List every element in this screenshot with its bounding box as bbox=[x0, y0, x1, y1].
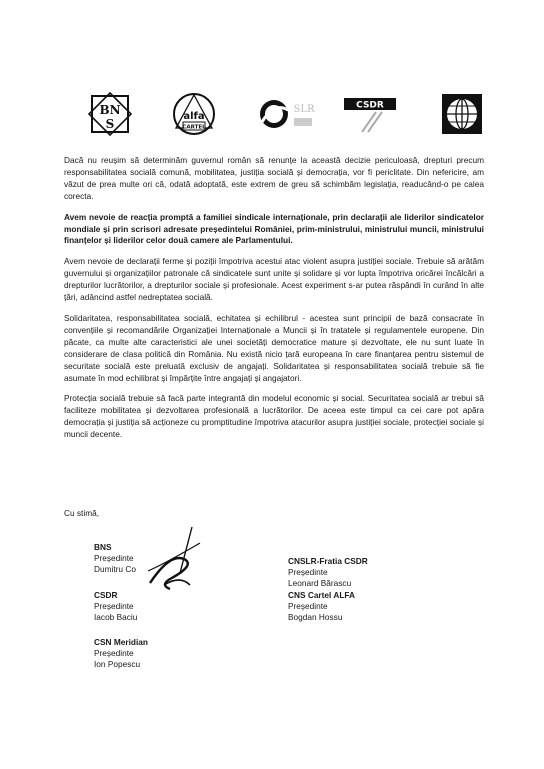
signatory-title: Președinte bbox=[288, 567, 328, 578]
cnslr-logo-text: SLR bbox=[293, 104, 315, 115]
cartel-logo-text: CARTEL bbox=[182, 124, 206, 131]
bns-logo-top-text: BN bbox=[99, 103, 121, 117]
paragraph-1: Dacă nu reușim să determinăm guvernul român să renunțe la această decizie periculoasă, drepturi precum responsabilitatea socială comună, mobilitatea, justiția socială și democrația, vor fi periclitate. Din nefericire, am văzut de prea multe ori că, odată adoptată, este extrem de greu să schimbăm legislația, readucând-o pe calea corecta. bbox=[64, 155, 484, 201]
signatory-title: Președinte bbox=[94, 601, 134, 612]
signatory-org: BNS bbox=[94, 542, 112, 552]
signatory-person: Bogdan Hossu bbox=[288, 612, 343, 623]
signatory-org: CNS Cartel ALFA bbox=[288, 590, 355, 600]
signatory-person: Iacob Baciu bbox=[94, 612, 138, 623]
signatory-person: Dumitru Co bbox=[94, 564, 136, 575]
signature-mark bbox=[140, 523, 210, 593]
signatory-person: Leonard Bărascu bbox=[288, 578, 352, 589]
signatory-org: CSN Meridian bbox=[94, 637, 148, 647]
signatory-cnslr bbox=[288, 556, 368, 590]
meridian-logo-icon bbox=[440, 92, 484, 136]
paragraph-4: Solidaritatea, responsabilitatea socială, echitatea și echilibrul - acestea sunt principii de bază consacrate în convențiile și recomandările Organizației Internaționale a Muncii și în tratatele și regulamentele europene. Din păcate, ca multe alte caracteristici ale unei societăți democratice mature și dezvoltate, ele nu sunt luate în considerare de clasa politică din România. Nu există nicio țară europeana în care finanțarea pentru sistemul de securitate socială este preluată exclusiv de angajați. Solidaritatea și responsabilitatea socială trebuie să fie asumate în mod echilibrat și împărțite între angajați și angajatori. bbox=[64, 312, 484, 383]
bns-logo-bottom-text: S bbox=[105, 117, 115, 131]
closing-salutation: Cu stimă, bbox=[64, 508, 100, 518]
csdr-logo-icon bbox=[342, 92, 398, 136]
csdr-logo-text: CSDR bbox=[356, 100, 384, 111]
alfa-logo-text: alfa bbox=[183, 111, 205, 122]
paragraph-5: Protecția socială trebuie să facă parte integrantă din modelul economic și social. Securitatea socială ar trebui să faciliteze mobilitatea și dezvoltarea profesională a lucrătorilor. De aceea este timpul ca cei care pot apăra democrația și justiția să acționeze cu promptitudine împotriva atacurilor asupra justiției sociale, protecției sociale și muncii decente. bbox=[64, 393, 484, 440]
signatory-cartel-alfa bbox=[288, 590, 355, 624]
signatory-meridian bbox=[94, 637, 148, 671]
bns-logo-icon bbox=[88, 92, 132, 136]
signatory-person: Ion Popescu bbox=[94, 659, 141, 670]
paragraph-3: Avem nevoie de declarații ferme și poziții împotriva acestui atac violent asupra justiției sociale. Trebuie să arătăm guvernului și organizațiilor patronale că sindicatele sunt unite și solidare și vor lupta împotriva oricărei încălcări a drepturilor lucrătorilor, a drepturilor sociale și profesionale. Acest experiment s-ar putea răspândi în curând în alte țări, adâncind astfel nedreptatea socială. bbox=[64, 256, 484, 303]
signatory-title: Președinte bbox=[288, 601, 328, 612]
logos-row bbox=[88, 92, 488, 136]
signatory-org: CSDR bbox=[94, 590, 118, 600]
signatory-org: CNSLR-Fratia CSDR bbox=[288, 556, 368, 566]
letter-body bbox=[64, 155, 484, 450]
paragraph-2: Avem nevoie de reacția promptă a familiei sindicale internaționale, prin declarații ale liderilor sindicatelor mondiale și prin scrisori adresate președintelui României, prim-ministrului, ministrului muncii, ministrului finanțelor și liderilor celor două camere ale Parlamentului. bbox=[64, 211, 484, 246]
signatory-bns bbox=[94, 542, 136, 576]
signatory-title: Președinte bbox=[94, 553, 134, 564]
alfa-cartel-logo-icon bbox=[172, 92, 216, 136]
signatory-title: Președinte bbox=[94, 648, 134, 659]
signatory-csdr bbox=[94, 590, 137, 624]
cnslr-logo-icon bbox=[256, 92, 316, 136]
